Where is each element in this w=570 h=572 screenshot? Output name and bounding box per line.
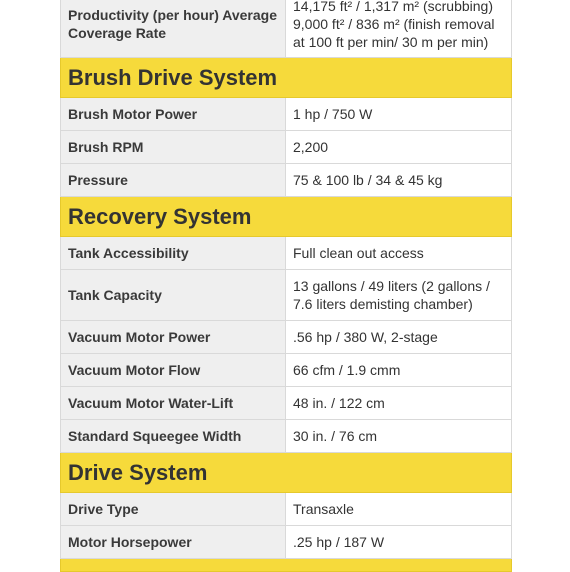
section-title: Brush Drive System [61,58,512,98]
table-row [61,526,512,559]
spec-label: Tank Capacity [61,270,286,321]
spec-value: 48 in. / 122 cm [286,387,512,420]
table-row [61,387,512,420]
section-title: Recovery System [61,197,512,237]
spec-label: Drive Type [61,493,286,526]
spec-table [60,0,512,572]
spec-label: Brush Motor Power [61,98,286,131]
spec-value: Transaxle [286,493,512,526]
spec-value: 2,200 [286,131,512,164]
table-row [61,131,512,164]
section-header [61,197,512,237]
table-row [61,321,512,354]
spec-label: Pressure [61,164,286,197]
table-row [61,0,512,58]
section-header [61,453,512,493]
table-row [61,164,512,197]
spec-label: Vacuum Motor Flow [61,354,286,387]
spec-value [286,0,512,58]
spec-value: .56 hp / 380 W, 2-stage [286,321,512,354]
spec-label: Vacuum Motor Power [61,321,286,354]
spec-value-line: 14,175 ft² / 1,317 m² (scrubbing) [293,0,493,14]
spec-value: 1 hp / 750 W [286,98,512,131]
spec-label: Vacuum Motor Water-Lift [61,387,286,420]
spec-label: Motor Horsepower [61,526,286,559]
spec-value: 66 cfm / 1.9 cmm [286,354,512,387]
table-row [61,270,512,321]
spec-value: 75 & 100 lb / 34 & 45 kg [286,164,512,197]
spec-label: Productivity (per hour) Average Coverage Rate [61,0,286,58]
section-header [61,58,512,98]
table-row [61,420,512,453]
table-row [61,354,512,387]
section-title: Drive System [61,453,512,493]
spec-label: Standard Squeegee Width [61,420,286,453]
spec-value: Full clean out access [286,237,512,270]
spec-value: 13 gallons / 49 liters (2 gallons / 7.6 liters demisting chamber) [286,270,512,321]
spec-label: Brush RPM [61,131,286,164]
table-row [61,98,512,131]
spec-value: 30 in. / 76 cm [286,420,512,453]
table-row [61,237,512,270]
spec-value: .25 hp / 187 W [286,526,512,559]
table-row [61,493,512,526]
spec-value-line: 9,000 ft² / 836 m² (finish removal at 100 ft per min/ 30 m per min) [293,16,495,50]
spec-label: Tank Accessibility [61,237,286,270]
